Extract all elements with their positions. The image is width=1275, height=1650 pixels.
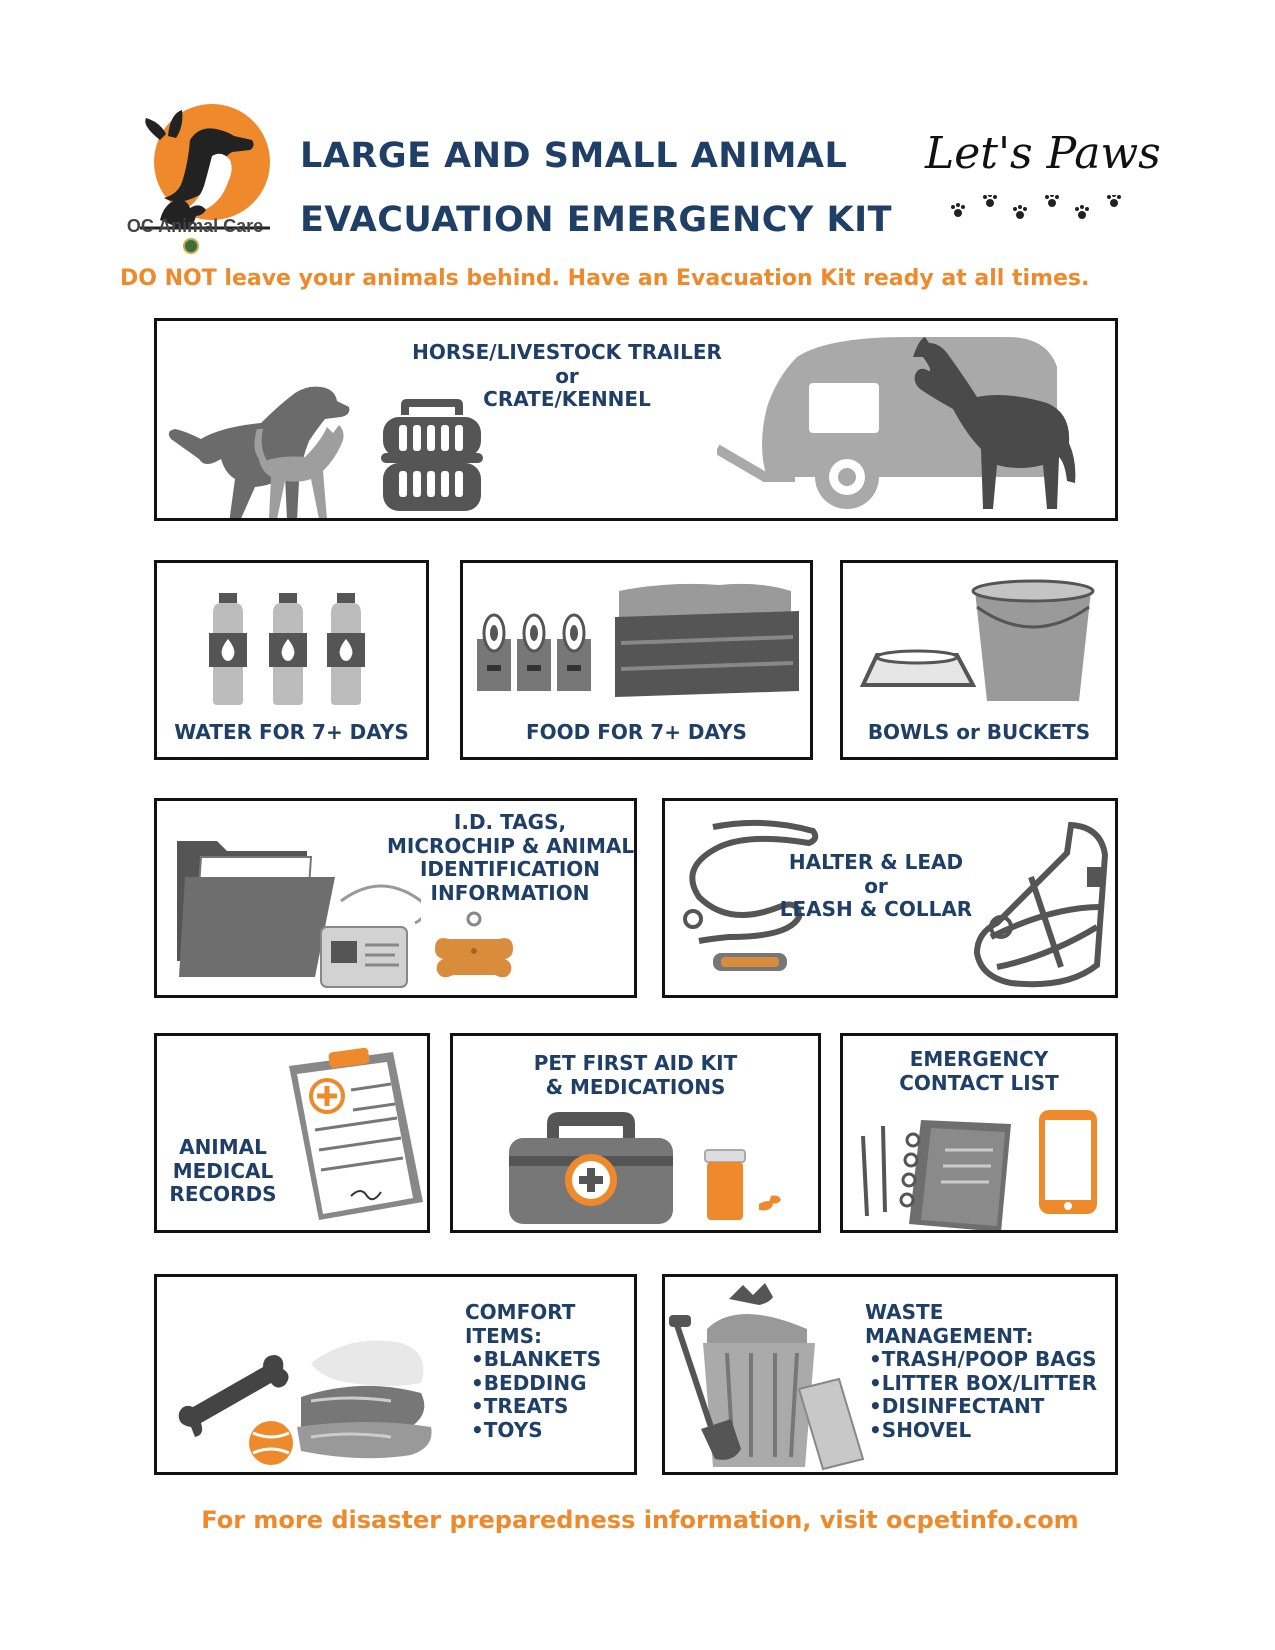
halter-label-line3: LEASH & COLLAR — [779, 897, 973, 922]
medical-label-line3: RECORDS — [169, 1182, 277, 1207]
waste-bullet-litter: •LITTER BOX/LITTER — [869, 1370, 1097, 1395]
medical-label-line2: MEDICAL — [172, 1158, 274, 1183]
food-cans-and-hay-icon — [471, 573, 801, 713]
logo-text: OC Animal Care — [126, 216, 264, 236]
contacts-label-line2: CONTACT LIST — [899, 1070, 1059, 1095]
county-seal-icon — [183, 238, 199, 254]
waste-bullet-bags: •TRASH/POOP BAGS — [869, 1347, 1097, 1372]
id-info-label-line1: I.D. TAGS, — [453, 810, 567, 834]
page-title-line2: EVACUATION EMERGENCY KIT — [300, 200, 892, 240]
contacts-label — [843, 1048, 1115, 1095]
first-aid-box — [450, 1033, 821, 1233]
slogan: Let's Paws — [925, 128, 1161, 179]
horse-trailer-icon — [717, 327, 1117, 521]
first-aid-label-line2: & MEDICATIONS — [545, 1074, 726, 1099]
transport-label-line3: CRATE/KENNEL — [483, 387, 651, 412]
trash-can-and-shovel-icon — [667, 1279, 867, 1473]
id-info-box — [154, 798, 637, 998]
first-aid-kit-icon — [509, 1108, 799, 1228]
water-box — [154, 560, 429, 760]
transport-label-line2: or — [555, 363, 579, 388]
food-box — [460, 560, 813, 760]
bowls-label: BOWLS or BUCKETS — [867, 720, 1091, 744]
halter-label-line1: HALTER & LEAD — [788, 850, 964, 874]
bowl-and-bucket-icon — [855, 577, 1105, 707]
first-aid-label-line1: PET FIRST AID KIT — [533, 1051, 738, 1075]
footer-text: For more disaster preparedness information, visit ocpetinfo.com — [201, 1506, 1079, 1534]
medical-label — [163, 1136, 283, 1207]
water-bottles-icon — [205, 593, 375, 705]
medical-label-line1: ANIMAL — [179, 1135, 267, 1159]
halter-label-line2: or — [864, 873, 888, 898]
dog-and-cat-icon — [161, 361, 391, 521]
id-info-label — [387, 811, 633, 905]
page-title-line1: LARGE AND SMALL ANIMAL — [300, 136, 848, 176]
id-info-label-line3: IDENTIFICATION — [419, 857, 601, 882]
transport-label-line1: HORSE/LIVESTOCK TRAILER — [412, 340, 722, 364]
waste-bullet-disinfectant: •DISINFECTANT — [869, 1394, 1045, 1419]
comfort-bullet-treats: •TREATS — [471, 1394, 569, 1419]
waste-box — [662, 1274, 1118, 1475]
waste-title-line1: WASTE — [865, 1300, 944, 1324]
crate-icon — [377, 389, 487, 519]
bowls-box — [840, 560, 1118, 760]
bone-tag-icon — [429, 909, 519, 989]
id-info-label-line2: MICROCHIP & ANIMAL — [387, 833, 635, 858]
food-label: FOOD FOR 7+ DAYS — [526, 720, 747, 744]
waste-bullet-shovel: •SHOVEL — [869, 1417, 972, 1442]
comfort-label — [465, 1301, 635, 1443]
folder-and-id-card-icon — [171, 831, 421, 991]
waste-label — [865, 1301, 1115, 1443]
halter-icon — [971, 817, 1115, 997]
id-info-label-line4: INFORMATION — [430, 880, 590, 905]
paw-prints-icon — [950, 195, 1130, 225]
water-label: WATER FOR 7+ DAYS — [174, 720, 409, 744]
comfort-bullet-toys: •TOYS — [471, 1417, 543, 1442]
transport-box — [154, 318, 1118, 521]
comfort-title-line2: ITEMS: — [465, 1323, 543, 1348]
halter-box — [662, 798, 1118, 998]
notebook-and-phone-icon — [855, 1106, 1109, 1230]
comfort-bullet-bedding: •BEDDING — [471, 1370, 587, 1395]
medical-box — [154, 1033, 430, 1233]
comfort-bullet-blankets: •BLANKETS — [471, 1347, 602, 1372]
contacts-box — [840, 1033, 1118, 1233]
bone-ball-and-blankets-icon — [171, 1317, 451, 1467]
tagline: DO NOT leave your animals behind. Have an Evacuation Kit ready at all times. — [120, 266, 1090, 291]
comfort-box — [154, 1274, 637, 1475]
halter-label — [761, 851, 991, 922]
first-aid-label — [453, 1052, 818, 1099]
contacts-label-line1: EMERGENCY — [909, 1047, 1049, 1071]
waste-title-line2: MANAGEMENT: — [865, 1323, 1034, 1348]
clipboard-icon — [281, 1046, 427, 1226]
comfort-title-line1: COMFORT — [465, 1300, 576, 1324]
